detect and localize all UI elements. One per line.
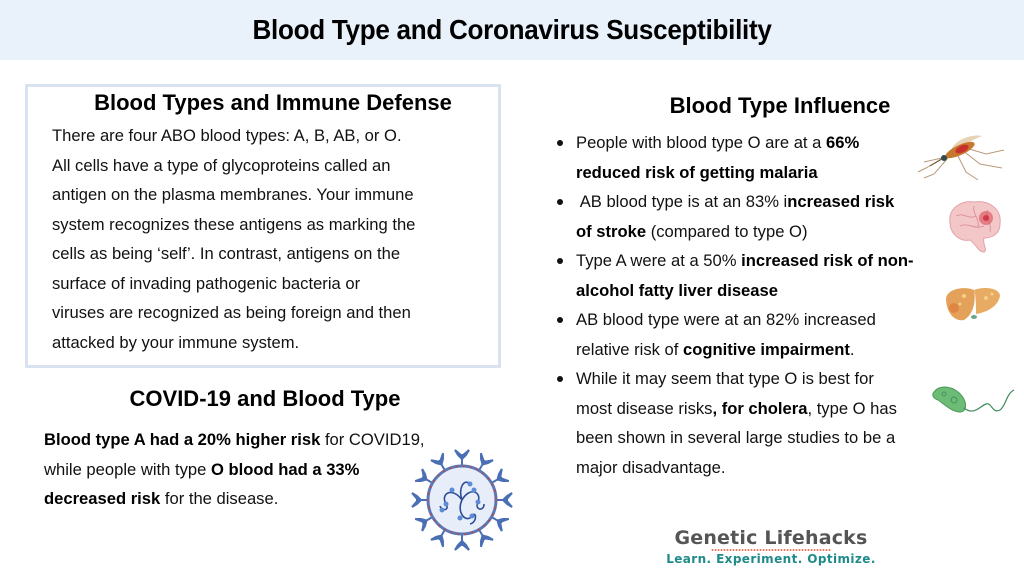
- plain-text: for COVID19,: [320, 430, 425, 449]
- bold-text: ncreased risk: [787, 192, 895, 211]
- bold-text: decreased risk: [44, 489, 161, 508]
- plain-text: While it may seem that type O is best for: [576, 369, 874, 388]
- liver-icon: [944, 284, 1002, 324]
- plain-text: relative risk of: [576, 339, 683, 359]
- text-line: system recognizes these antigens as marking the: [52, 214, 416, 234]
- plain-text: Type A were at a 50%: [576, 251, 742, 270]
- genetic-lifehacks-logo: [660, 528, 882, 566]
- bold-text: Blood type A had a 20% higher risk: [44, 430, 321, 449]
- list-item: [556, 128, 956, 187]
- text-line: [576, 394, 956, 424]
- influence-list: [556, 128, 956, 482]
- plain-text: People with blood type O are at a: [576, 133, 826, 152]
- text-line: [576, 423, 956, 453]
- logo-divider: [711, 549, 831, 551]
- plain-text: (compared to type O): [646, 221, 808, 241]
- text-line: [576, 246, 956, 276]
- bold-text: , for cholera: [712, 398, 808, 418]
- bold-text: reduced risk of getting malaria: [576, 162, 818, 182]
- coronavirus-icon: [408, 446, 516, 554]
- bold-text: O blood had a 33%: [210, 459, 360, 479]
- text-line: [576, 158, 956, 188]
- brain-icon: [944, 198, 1004, 254]
- plain-text: AB blood type were at an 82% increased: [576, 310, 876, 329]
- text-line: [576, 276, 956, 306]
- bold-text: cognitive impairment: [682, 339, 850, 359]
- list-item: [556, 364, 956, 482]
- text-line: [576, 305, 956, 335]
- bold-text: 66%: [825, 133, 860, 152]
- plain-text: , type O has: [807, 398, 897, 418]
- plain-text: for the disease.: [160, 489, 279, 508]
- logo-name: Genetic Lifehacks: [674, 527, 868, 549]
- plain-text: major disadvantage.: [576, 457, 726, 477]
- text-line: cells as being ‘self’. In contrast, antigens on the: [52, 244, 401, 263]
- list-item: [556, 187, 956, 246]
- text-line: attacked by your immune system.: [52, 332, 300, 352]
- plain-text: .: [849, 339, 855, 359]
- bacteria-icon: [930, 382, 1016, 418]
- list-item: [556, 246, 956, 305]
- text-line: [576, 364, 956, 394]
- plain-text: while people with type: [44, 459, 211, 479]
- plain-text: most disease risks: [576, 398, 713, 418]
- text-line: [576, 128, 956, 158]
- text-line: viruses are recognized as being foreign and then: [52, 303, 411, 322]
- text-line: [576, 453, 956, 483]
- immune-defense-title: Blood Types and Immune Defense: [94, 90, 452, 115]
- page-title: Blood Type and Coronavirus Susceptibility: [252, 14, 772, 45]
- text-line: surface of invading pathogenic bacteria or: [52, 273, 361, 293]
- text-line: [576, 187, 956, 217]
- text-line: There are four ABO blood types: A, B, AB, or O.: [52, 126, 402, 145]
- bold-text: of stroke: [576, 221, 647, 241]
- page-header: [0, 0, 1024, 60]
- bold-text: increased risk of non-: [741, 251, 914, 270]
- list-item: [556, 305, 956, 364]
- text-line: All cells have a type of glycoproteins called an: [52, 155, 391, 175]
- mosquito-icon: [916, 128, 1006, 184]
- plain-text: AB blood type is at an 83% i: [576, 192, 788, 211]
- influence-section-title: Blood Type Influence: [669, 93, 891, 118]
- immune-defense-text: [52, 121, 497, 357]
- bold-text: alcohol fatty liver disease: [576, 280, 778, 300]
- covid-section-title: COVID-19 and Blood Type: [129, 386, 401, 411]
- text-line: [576, 335, 956, 365]
- logo-tagline: Learn. Experiment. Optimize.: [666, 552, 876, 566]
- text-line: antigen on the plasma membranes. Your immune: [52, 185, 414, 204]
- plain-text: been shown in several large studies to be a: [576, 428, 896, 447]
- text-line: [576, 217, 956, 247]
